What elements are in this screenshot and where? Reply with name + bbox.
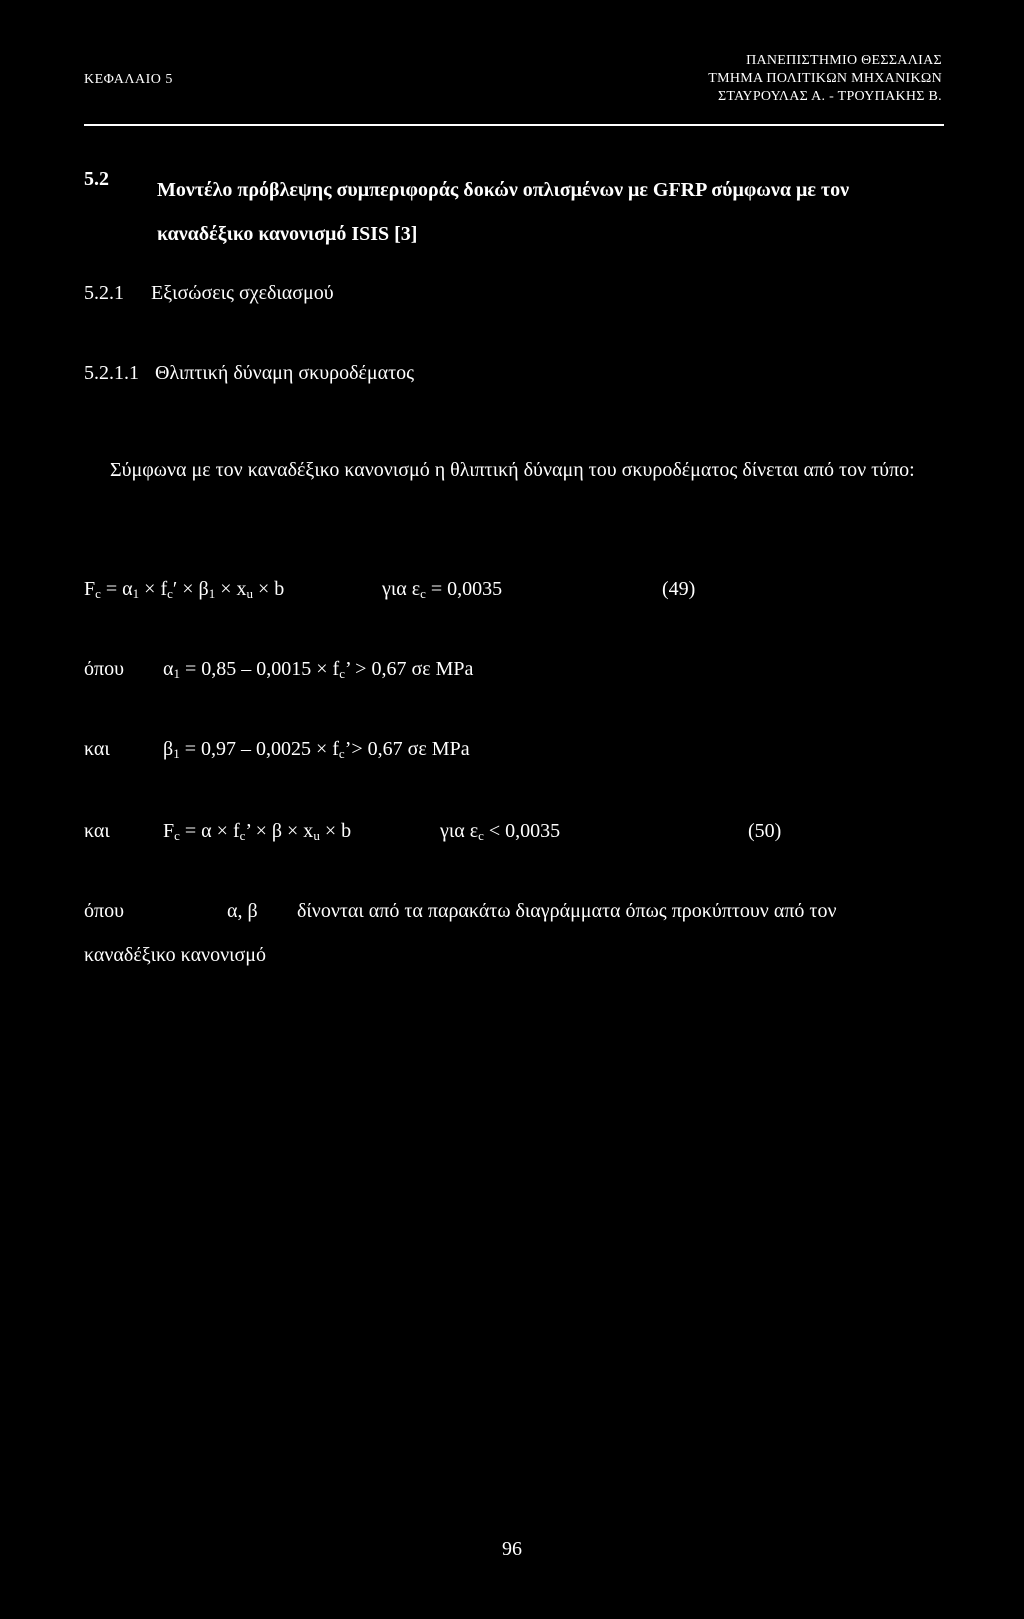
- page-number: 96: [502, 1538, 522, 1560]
- equation-50-condition: για $\varepsilon_c < 0,0035$: [440, 820, 561, 843]
- where-label-2: όπου: [84, 900, 124, 922]
- alpha-beta-symbols: α, β: [227, 900, 258, 922]
- where-label-1: όπου: [84, 658, 124, 680]
- alpha-beta-description-cont: καναδέξικο κανονισμό: [84, 944, 267, 966]
- section-number: 5.2: [84, 168, 109, 190]
- and-label-2: και: [84, 820, 110, 842]
- header-institution: [708, 52, 942, 106]
- equation-50: $F_c = \alpha \times f_c$’ × $\beta \times x_u \times b$: [163, 820, 352, 843]
- header-divider: [84, 124, 944, 126]
- alpha-beta-description: δίνονται από τα παρακάτω διαγράμματα όπως προκύπτουν από τον: [297, 900, 837, 922]
- subsubsection-title: Θλιπτική δύναμη σκυροδέματος: [155, 362, 415, 384]
- beta1-definition: $\beta_1 = 0,97 - 0,0025$ × $f_c’> 0,67$ σε MPa: [163, 738, 470, 761]
- equation-50-number: (50): [748, 820, 782, 842]
- equation-49: $F_c = \alpha_1 \times f_c' \times \beta_1 \times x_u \times b$: [84, 578, 285, 601]
- subsubsection-number: 5.2.1.1: [84, 362, 139, 384]
- subsection-title: Εξισώσεις σχεδιασμού: [151, 282, 334, 304]
- intro-paragraph: Σύμφωνα με τον καναδέξικο κανονισμό η θλιπτική δύναμη του σκυροδέματος δίνεται από τον τύπο:: [110, 459, 915, 481]
- and-label-1: και: [84, 738, 110, 760]
- equation-49-number: (49): [662, 578, 696, 600]
- authors-label: ΣΤΑΥΡΟΥΛΑΣ Α. - ΤΡΟΥΠΑΚΗΣ Β.: [717, 89, 942, 104]
- subsection-number: 5.2.1: [84, 282, 124, 304]
- chapter-label: ΚΕΦΑΛΑΙΟ 5: [84, 72, 173, 87]
- alpha1-definition: $\alpha_1 = 0,85 - 0,0015 \times f_c$’ > 0,67 σε MPa: [163, 658, 474, 681]
- equation-49-condition: για $\varepsilon_c = 0,0035$: [382, 578, 503, 601]
- section-title: Μοντέλο πρόβλεψης συμπεριφοράς δοκών οπλισμένων με GFRP σύμφωνα με τον καναδέξικο κανονισμό ISIS [3]: [157, 179, 850, 245]
- department-label: ΤΜΗΜΑ ΠΟΛΙΤΙΚΩΝ ΜΗΧΑΝΙΚΩΝ: [708, 71, 942, 86]
- university-label: ΠΑΝΕΠΙΣΤΗΜΙΟ ΘΕΣΣΑΛΙΑΣ: [746, 53, 942, 68]
